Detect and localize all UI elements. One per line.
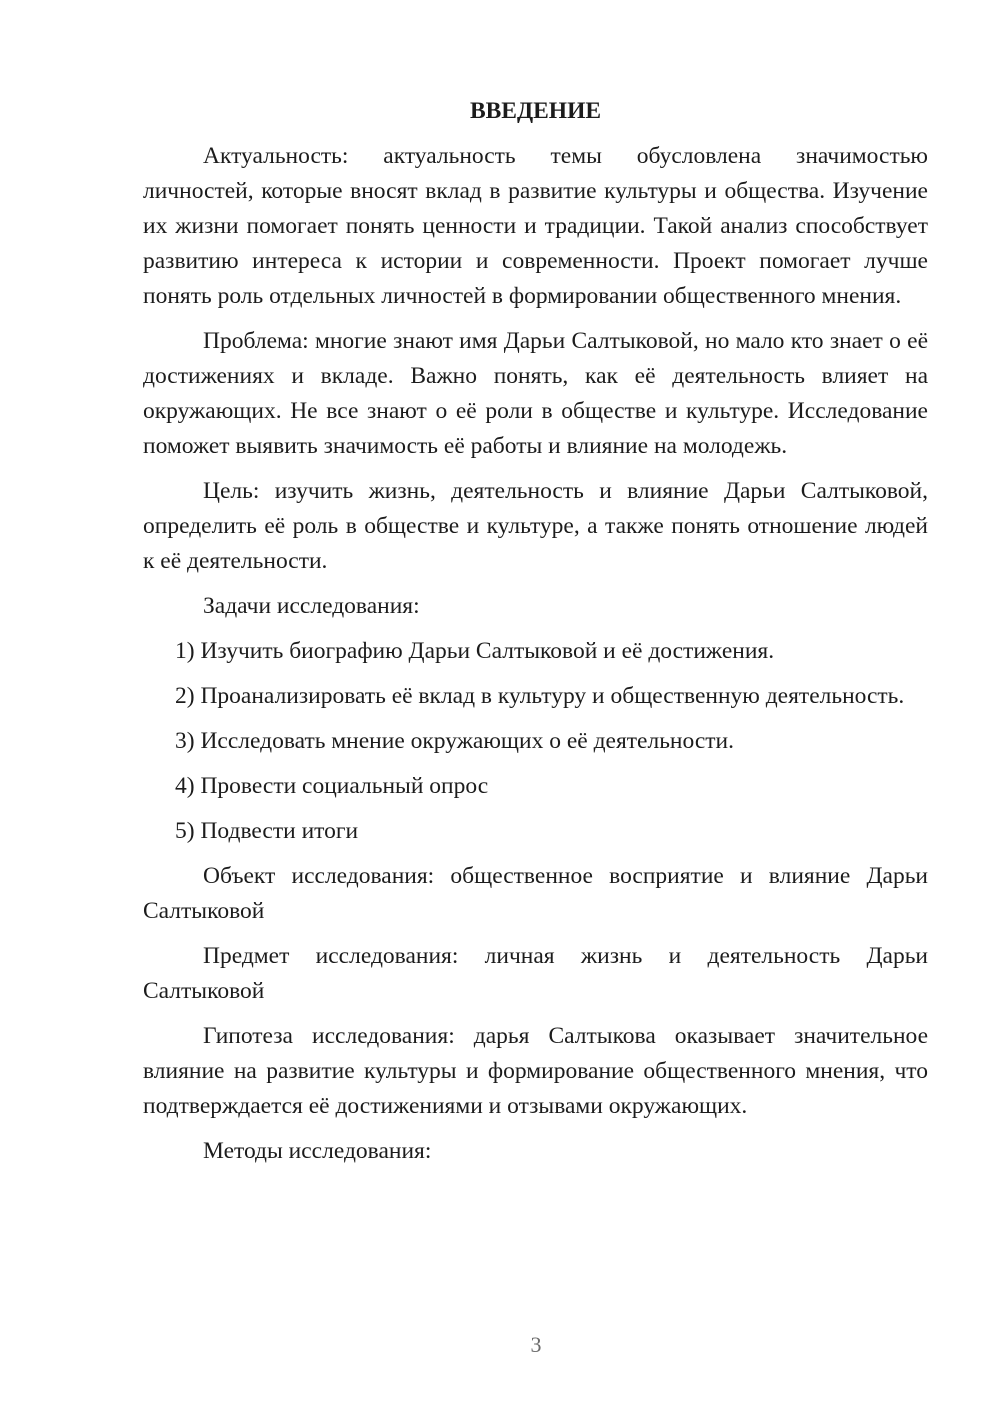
hypothesis-paragraph: Гипотеза исследования: дарья Салтыкова оказывает значительное влияние на развитие культуры и формирование общественного мнения, что подтверждается её достижениями и отзывами окружающих. (143, 1023, 928, 1119)
goal-paragraph: Цель: изучить жизнь, деятельность и влияние Дарьи Салтыковой, определить её роль в обществе и культуре, а также понять отношение людей к её деятельности. (143, 478, 928, 574)
methods-title: Методы исследования: (203, 1138, 432, 1164)
task-item: 2) Проанализировать её вклад в культуру и общественную деятельность. (175, 683, 905, 709)
page-number: 3 (530, 1332, 542, 1357)
problem-paragraph: Проблема: многие знают имя Дарьи Салтыковой, но мало кто знает о её достижениях и вкладе. Важно понять, как её деятельность влияет на окружающих. Не все знают о её роли в обществе и культуре. Исследование поможет выявить значимость её работы и влияние на молодежь. (143, 328, 928, 459)
task-item: 4) Провести социальный опрос (175, 773, 489, 799)
relevance-paragraph: Актуальность: актуальность темы обусловлена значимостью личностей, которые вносят вклад в развитие культуры и общества. Изучение их жизни помогает понять ценности и традиции. Такой анализ способствует развитию интереса к истории и современности. Проект помогает лучше понять роль отдельных личностей в формировании общественного мнения. (143, 143, 928, 309)
task-item: 1) Изучить биографию Дарьи Салтыковой и её достижения. (175, 638, 775, 664)
tasks-title: Задачи исследования: (203, 593, 420, 619)
page-content (143, 94, 928, 1179)
section-heading: ВВЕДЕНИЕ (469, 98, 602, 124)
object-paragraph: Объект исследования: общественное восприятие и влияние Дарьи Салтыковой (143, 863, 928, 924)
task-item: 5) Подвести итоги (175, 818, 359, 844)
task-item: 3) Исследовать мнение окружающих о её деятельности. (175, 728, 734, 754)
subject-paragraph: Предмет исследования: личная жизнь и деятельность Дарьи Салтыковой (143, 943, 928, 1004)
